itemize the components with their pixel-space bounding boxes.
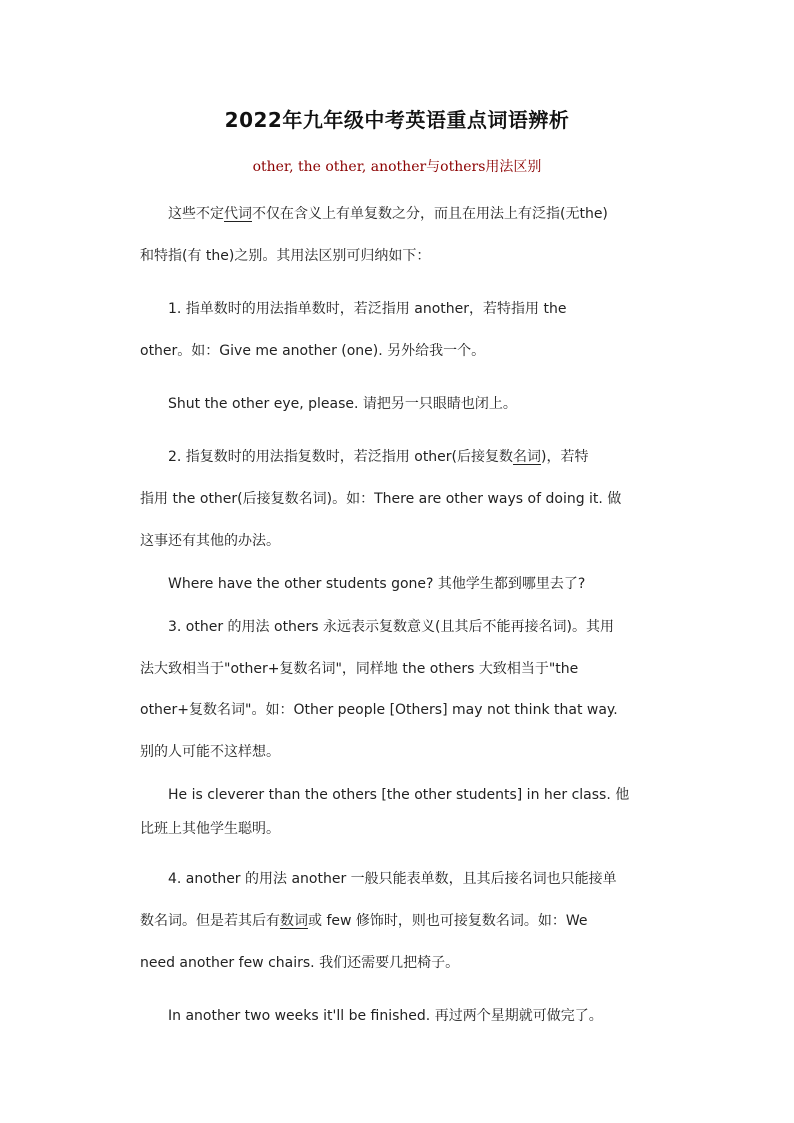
underlined-term: 名词 — [513, 449, 542, 465]
underlined-term: 代词 — [224, 206, 252, 222]
section-2-line-2: 指用 the other(后接复数名词)。如：There are other ways of doing it. 做 — [140, 491, 622, 507]
section-3-line-3: other+复数名词"。如：Other people [Others] may not think that way. — [140, 702, 618, 718]
section-4-line-1: 4. another 的用法 another 一般只能表单数，且其后接名词也只能接单 — [168, 871, 617, 887]
section-4-line-3: need another few chairs. 我们还需要几把椅子。 — [140, 955, 460, 971]
section-1-example: Shut the other eye, please. 请把另一只眼睛也闭上。 — [168, 396, 517, 412]
underlined-term: 数词 — [280, 913, 308, 929]
section-2-line-1: 2. 指复数时的用法指复数时，若泛指用 other(后接复数名词)，若特 — [168, 449, 589, 465]
section-3-example-line-2: 比班上其他学生聪明。 — [140, 821, 280, 837]
section-3-example-line-1: He is cleverer than the others [the other students] in her class. 他 — [168, 787, 630, 803]
document-subtitle: other, the other, another与others用法区别 — [252, 159, 542, 175]
section-2-example: Where have the other students gone? 其他学生都到哪里去了? — [168, 576, 586, 592]
intro-line-2: 和特指(有 the)之别。其用法区别可归纳如下： — [140, 248, 431, 264]
section-4-line-2: 数名词。但是若其后有数词或 few 修饰时，则也可接复数名词。如：We — [140, 913, 588, 929]
document-title: 2022年九年级中考英语重点词语辨析 — [224, 108, 570, 132]
section-3-line-4: 别的人可能不这样想。 — [140, 744, 280, 760]
section-1-line-1: 1. 指单数时的用法指单数时，若泛指用 another，若特指用 the — [168, 301, 567, 317]
intro-line-1: 这些不定代词不仅在含义上有单复数之分，而且在用法上有泛指(无the) — [168, 206, 608, 222]
section-4-example: In another two weeks it'll be finished. 再过两个星期就可做完了。 — [168, 1008, 603, 1024]
section-2-line-3: 这事还有其他的办法。 — [140, 533, 280, 549]
section-3-line-1: 3. other 的用法 others 永远表示复数意义(且其后不能再接名词)。其用 — [168, 619, 614, 635]
section-3-line-2: 法大致相当于"other+复数名词"，同样地 the others 大致相当于"the — [140, 661, 579, 677]
section-1-line-2: other。如：Give me another (one). 另外给我一个。 — [140, 343, 486, 359]
